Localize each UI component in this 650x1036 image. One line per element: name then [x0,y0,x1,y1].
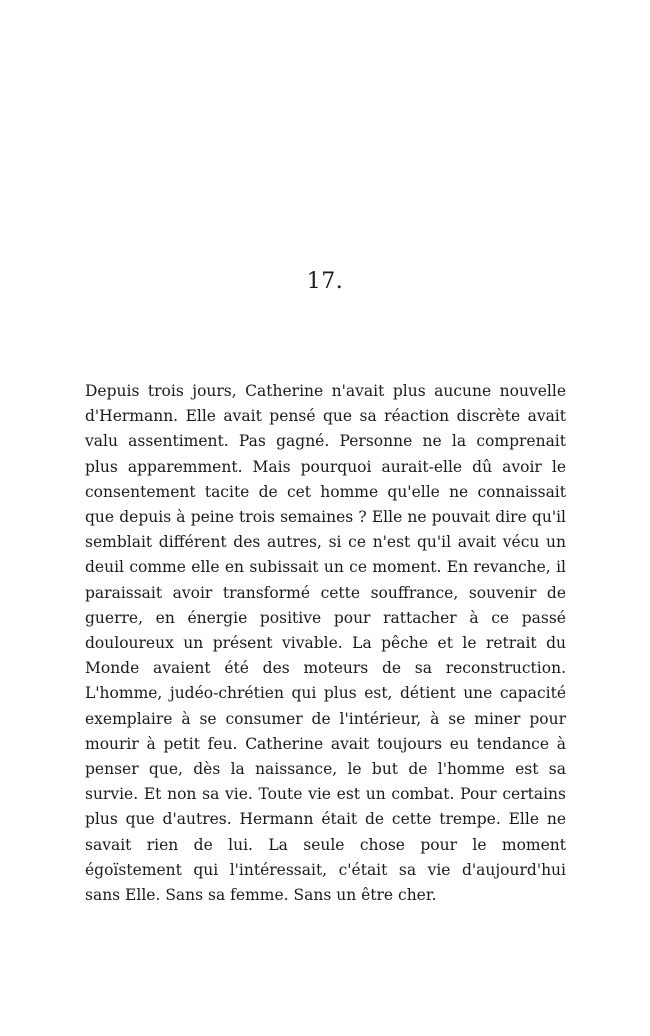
chapter-number: 17. [306,269,344,294]
chapter-paragraph: Depuis trois jours, Catherine n'avait plus aucune nouvelle d'Hermann. Elle avait pensé que sa réaction discrète avait valu assentiment. Pas gagné. Personne ne la comprenait plus apparemment. Mais pourquoi aurait-elle dû avoir le consentement tacite de cet homme qu'elle ne connaissait que depuis à peine trois semaines ? Elle ne pouvait dire qu'il semblait différent des autres, si ce n'est qu'il avait vécu un deuil comme elle en subissait un ce moment. En revanche, il paraissait avoir transformé cette souffrance, souvenir de guerre, en énergie positive pour rattacher à ce passé douloureux un présent vivable. La pêche et le retrait du Monde avaient été des moteurs de sa reconstruction. L'homme, judéo-chrétien qui plus est, détient une capacité exemplaire à se consumer de l'intérieur, à se miner pour mourir à petit feu. Catherine avait toujours eu tendance à penser que, dès la naissance, le but de l'homme est sa survie. Et non sa vie. Toute vie est un combat. Pour certains plus que d'autres. Hermann était de cette trempe. Elle ne savait rien de lui. La seule chose pour le moment égoïstement qui l'intéressait, c'était sa vie d'aujourd'hui sans Elle. Sans sa femme. Sans un être cher. [85,382,566,905]
